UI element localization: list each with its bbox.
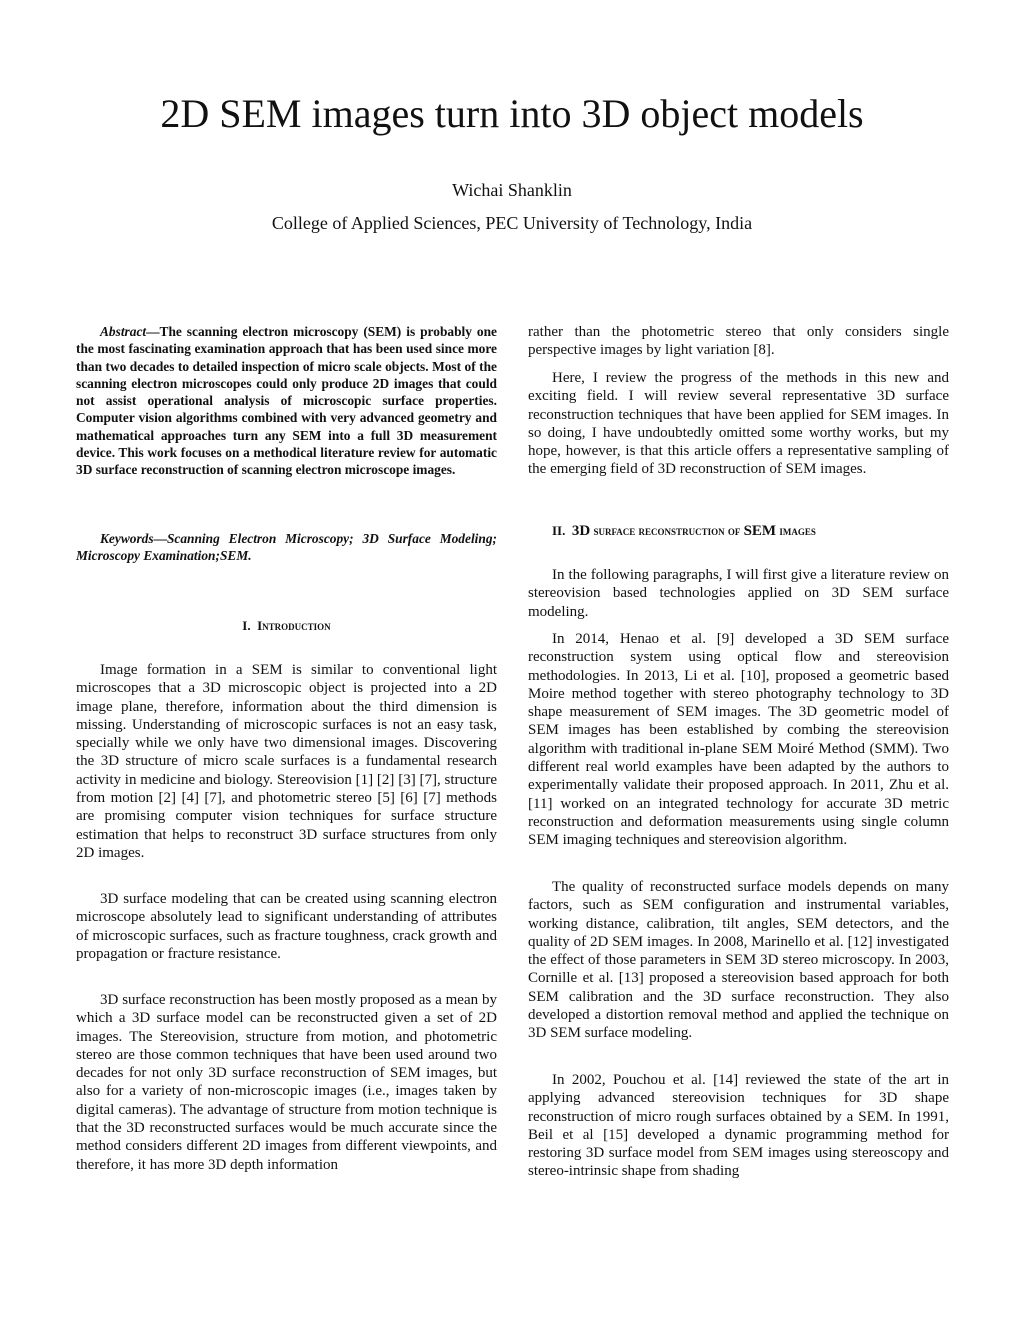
author: Wichai Shanklin — [452, 180, 572, 200]
paragraph: In 2002, Pouchou et al. [14] reviewed the state of the art in applying advanced stereovision techniques for 3D shape reconstruction of micro rough surfaces obtained by a SEM. In 1991, Beil et al [15] developed a dynamic programming method for restoring 3D surface model from SEM images using stereoscopy and stereo-intrinsic shape from shading — [528, 1072, 949, 1180]
section-heading-3d-reconstruction — [528, 523, 949, 540]
paragraph: In 2014, Henao et al. [9] developed a 3D SEM surface reconstruction system using optical flow and stereovision methodologies. In 2013, Li et al. [10], proposed a geometric based Moire method together with stereo photography technology to 3D shape measurement of SEM images. The 3D geometric model of SEM images has been established by combing the stereovision algorithm with traditional in-plane SEM Moiré Method (SMM). Two different real world examples have been adapted by the authors to experimentally validate their proposed approach. In 2011, Zhu et al. [11] worked on an integrated technology for accurate 3D metric reconstruction and deformation measurements using single column SEM imaging techniques and stereovision algorithm. — [528, 631, 949, 849]
affiliation: College of Applied Sciences, PEC University of Technology, India — [271, 213, 753, 233]
section-title-part: SEM — [743, 523, 777, 539]
paragraph: In the following paragraphs, I will first give a literature review on stereovision based technologies applied on 3D SEM surface modeling. — [528, 567, 949, 620]
section-number: I. — [242, 618, 251, 633]
abstract — [76, 323, 497, 479]
section-number: II. — [552, 523, 566, 538]
paragraph: Here, I review the progress of the methods in this new and exciting field. I will review several representative 3D surface reconstruction techniques that have been applied for SEM images. In so doing, I have undoubtedly omitted some worthy works, but my hope, however, is that this article offers a representative sampling of the emerging field of 3D reconstruction of SEM images. — [528, 370, 949, 478]
section-title-part: images — [779, 523, 816, 538]
keywords: Keywords—Scanning Electron Microscopy; 3D Surface Modeling; Microscopy Examination;SEM. — [76, 531, 497, 564]
section-title-part: 3D — [571, 523, 591, 539]
abstract-text: —The scanning electron microscopy (SEM) is probably one the most fascinating examination approach that has been used since more than two decades to detailed inspection of micro scale objects. Most of the scanning electron microscopes could only produce 2D images that could not assist operational analysis of microscopic surface properties. Computer vision algorithms combined with very advanced geometry and mathematical approaches turn any SEM into a full 3D measurement device. This work focuses on a methodical literature review for automatic 3D surface reconstruction of scanning electron microscope images. — [76, 324, 497, 478]
paragraph: 3D surface modeling that can be created using scanning electron microscope absolutely lead to significant understanding of attributes of microscopic surfaces, such as fracture toughness, crack growth and propagation or fracture resistance. — [76, 891, 497, 962]
paragraph: The quality of reconstructed surface models depends on many factors, such as SEM configuration and instrumental variables, working distance, calibration, tilt angles, SEM detectors, and the quality of 2D SEM images. In 2008, Marinello et al. [12] investigated the effect of those parameters in SEM 3D stereo microscopy. In 2003, Cornille et al. [13] proposed a stereovision based approach for both SEM calibration and the 3D surface reconstruction. They also developed a distortion removal method and applied the technique on 3D SEM surface modeling. — [528, 879, 949, 1042]
abstract-label: Abstract — [100, 324, 147, 339]
section-title-part: surface reconstruction of — [593, 523, 741, 538]
paragraph: Image formation in a SEM is similar to conventional light microscopes that a 3D microscopic object is projected into a 2D image plane, therefore, information about the third dimension is missing. Understanding of microscopic surfaces is not an easy task, specially while we only have two dimensional images. Discovering the 3D structure of micro scale surfaces is a fundamental research activity in medicine and biology. Stereovision [1] [2] [3] [7], structure from motion [2] [4] [7], and photometric stereo [5] [6] [7] methods are promising computer vision techniques for surface structure estimation that helps to reconstruct 3D surface structures from only 2D images. — [76, 662, 497, 861]
paragraph: 3D surface reconstruction has been mostly proposed as a mean by which a 3D surface model can be reconstructed given a set of 2D images. The Stereovision, structure from motion, and photometric stereo are those common techniques that have been used around two decades for not only 3D surface reconstruction of SEM images, but also for a variety of non-microscopic images (i.e., images taken by digital cameras). The advantage of structure from motion technique is that the 3D reconstructed surfaces would be much accurate since the method considers different 2D images from different viewpoints, and therefore, it has more 3D depth information — [76, 992, 497, 1173]
section-heading-introduction — [76, 618, 497, 634]
paragraph: rather than the photometric stereo that only considers single perspective images by light variation [8]. — [528, 324, 949, 359]
paper-title: 2D SEM images turn into 3D object models — [160, 91, 864, 136]
section-title: Introduction — [257, 618, 331, 633]
